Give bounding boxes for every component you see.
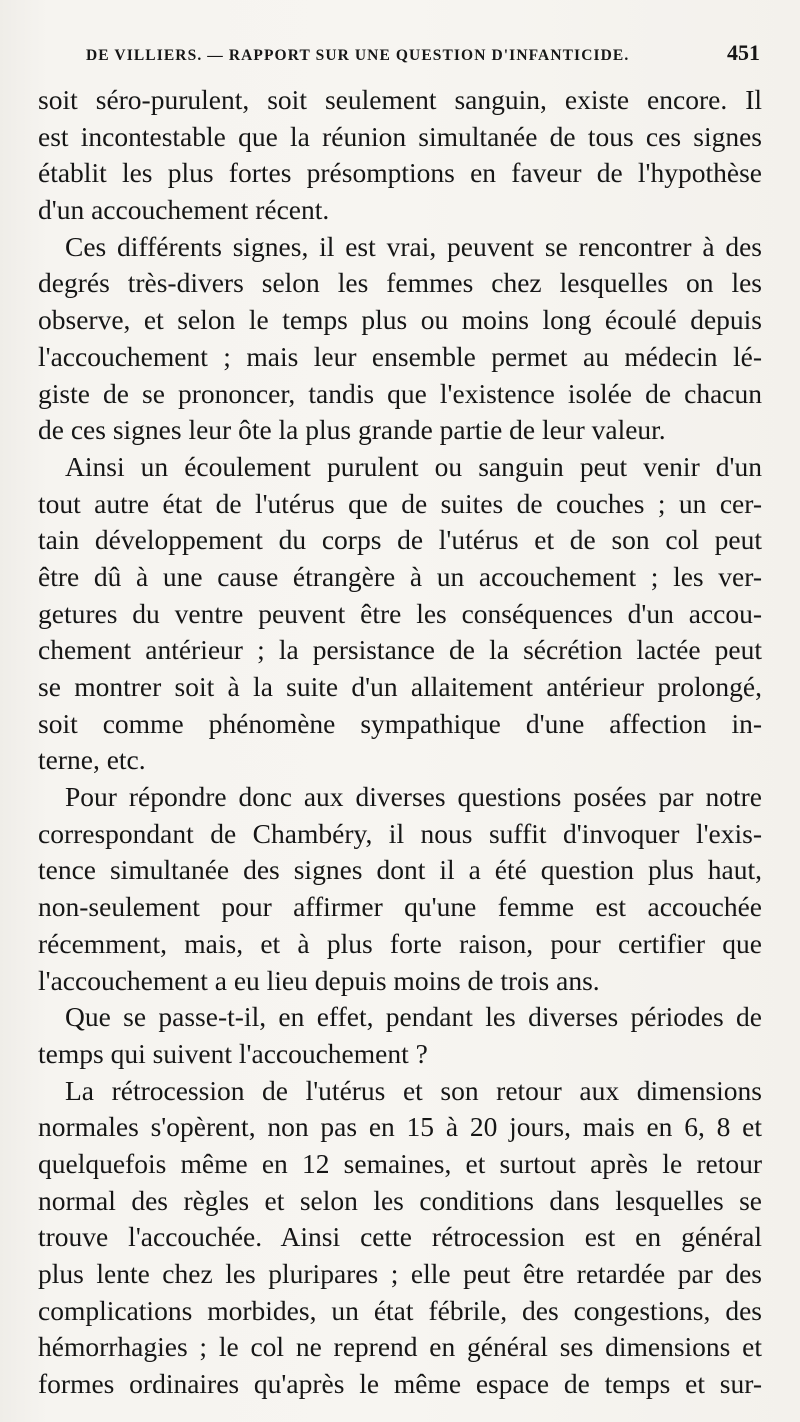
text-line: soit comme phénomène sympathique d'une affection in- [38,707,762,739]
text-line: giste de se prononcer, tandis que l'existence isolée de chacun [38,377,762,409]
text-line: La rétrocession de l'utérus et son retour aux dimensions [65,1074,762,1106]
text-line: établit les plus fortes présomptions en faveur de l'hypothèse [38,157,762,189]
text-line: tence simultanée des signes dont il a été question plus haut, [38,854,762,886]
text-line: observe, et selon le temps plus ou moins long écoulé depuis [38,304,762,336]
text-line: Ces différents signes, il est vrai, peuvent se rencontrer à des [65,230,762,262]
text-line: Ainsi un écoulement purulent ou sanguin peut venir d'un [65,450,762,482]
text-line: terne, etc. [38,744,146,776]
text-line: tout autre état de l'utérus que de suites de couches ; un cer- [38,487,762,519]
text-line: normal des règles et selon les conditions dans lesquelles se [38,1184,762,1216]
text-line: getures du ventre peuvent être les conséquences d'un accou- [38,597,762,629]
text-line: non-seulement pour affirmer qu'une femme est accouchée [38,891,762,923]
body-text [38,82,762,1403]
text-line: plus lente chez les pluripares ; elle peut être retardée par des [38,1258,762,1289]
text-line: correspondant de Chambéry, il nous suffit d'invoquer l'exis- [38,817,762,849]
page-number: 451 [727,40,760,65]
text-line: être dû à une cause étrangère à un accouchement ; les ver- [38,560,762,592]
text-line: temps qui suivent l'accouchement ? [38,1037,428,1069]
text-line: est incontestable que la réunion simultanée de tous ces signes [38,120,762,152]
text-line: quelquefois même en 12 semaines, et surtout après le retour [38,1147,762,1179]
text-line: d'un accouchement récent. [38,194,330,226]
text-line: normales s'opèrent, non pas en 15 à 20 jours, mais en 6, 8 et [38,1111,762,1143]
text-line: l'accouchement a eu lieu depuis moins de trois ans. [38,964,600,996]
text-line: trouve l'accouchée. Ainsi cette rétrocession est en général [38,1221,762,1253]
text-line: chement antérieur ; la persistance de la sécrétion lactée peut [38,634,762,666]
text-line: formes ordinaires qu'après le même espace de temps et sur- [38,1368,762,1400]
running-head [86,40,760,74]
text-line: se montrer soit à la suite d'un allaitement antérieur prolongé, [38,671,762,702]
text-line: tain développement du corps de l'utérus et de son col peut [38,524,762,556]
text-line: de ces signes leur ôte la plus grande partie de leur valeur. [38,414,666,446]
text-line: soit séro-purulent, soit seulement sanguin, existe encore. Il [38,84,762,115]
text-line: complications morbides, un état fébrile, des congestions, des [38,1294,762,1326]
running-head-title: DE VILLIERS. — RAPPORT SUR UNE QUESTION D'INFANTICIDE. [86,47,630,64]
text-line: l'accouchement ; mais leur ensemble permet au médecin lé- [38,340,762,372]
text-line: degrés très-divers selon les femmes chez lesquelles on les [38,267,762,299]
text-line: Que se passe-t-il, en effet, pendant les diverses périodes de [65,1001,762,1033]
text-line: récemment, mais, et à plus forte raison, pour certifier que [38,927,762,959]
text-line: Pour répondre donc aux diverses questions posées par notre [65,781,762,813]
text-line: hémorrhagies ; le col ne reprend en général ses dimensions et [38,1331,762,1363]
